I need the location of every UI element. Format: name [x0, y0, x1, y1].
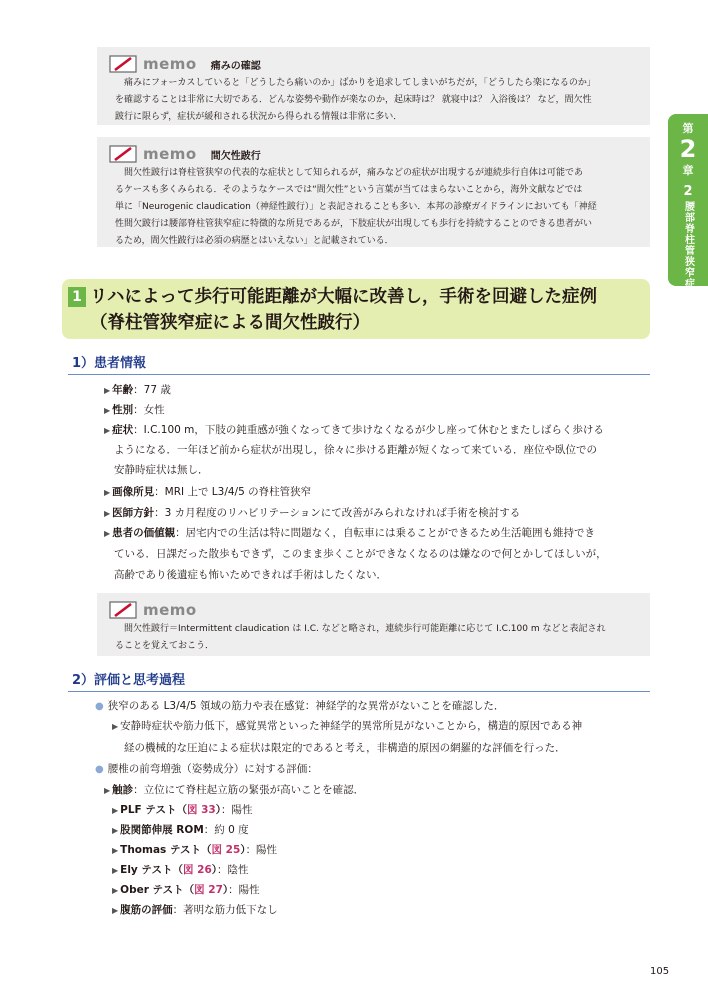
memo-label: memo [143, 145, 197, 163]
case-title-line: （脊柱管狭窄症による間欠性跛行） [90, 313, 370, 333]
info-item-age [104, 382, 171, 397]
triangle-bullet-icon: ▶ [112, 826, 119, 835]
memo-box-ic-abbreviation [97, 593, 650, 656]
triangle-bullet-icon: ▶ [104, 386, 111, 395]
memo-pencil-icon [109, 600, 139, 620]
case-number-badge: 1 [68, 287, 86, 307]
section-heading-evaluation: 2）評価と思考過程 [68, 672, 650, 692]
item-sep: ： [154, 486, 165, 498]
item-label: 性別 [112, 404, 134, 416]
test-result: ：陽性 [220, 804, 253, 816]
item-sep: ： [175, 527, 186, 539]
memo-line: 性間欠跛行は腰部脊柱管狭窄症に特徴的な所見であるが，下肢症状が出現しても歩行を持続することのできる患者がい [115, 219, 593, 229]
test-paren: ） [222, 884, 229, 896]
memo-line: 単に「Neurogenic claudication（神経性跛行）」と表記されることも多い．本邦の診療ガイドラインにおいても「神経 [115, 202, 597, 212]
test-paren: （ [176, 804, 187, 816]
item-sep: ： [133, 384, 144, 396]
eval-text: 腰椎の前弯増強（姿勢成分）に対する評価： [107, 763, 318, 775]
memo-line: 跛行に限らず，症状が緩和される状況から得られる情報は非常に多い． [115, 112, 403, 122]
test-item [112, 842, 277, 857]
eval-label: 触診 [112, 784, 134, 796]
item-sep: ： [154, 507, 165, 519]
test-result: ：陽性 [228, 884, 260, 896]
memo-body [109, 165, 638, 250]
triangle-bullet-icon: ▶ [104, 406, 111, 415]
test-paren: ） [211, 864, 218, 876]
memo-line: るため，間欠性跛行は必須の病歴とはいえない」と記載されている． [115, 236, 394, 246]
info-item-imaging [104, 484, 311, 499]
item-sep: ： [133, 424, 144, 436]
case-title-line: リハによって歩行可能距離が大幅に改善し，手術を回避した症例 [90, 287, 597, 307]
info-item-patient-values [104, 525, 595, 540]
item-text: I.C.100 m，下肢の鈍重感が強くなってきて歩けなくなるが少し座って休むとまたしばらく歩ける [143, 424, 604, 436]
info-item-continuation: 高齢であり後遺症も怖いためできれば手術はしたくない． [114, 569, 387, 581]
eval-bullet-lordosis [95, 761, 318, 776]
item-label: 症状 [112, 424, 134, 436]
eval-text: ：立位にて脊柱起立筋の緊張が高いことを確認． [133, 784, 365, 796]
triangle-bullet-icon: ▶ [104, 509, 111, 518]
test-name: Ely テスト [120, 864, 173, 876]
memo-line: 間欠性跛行は脊柱管狭窄の代表的な症状として知られるが，痛みなどの症状が出現するが連続歩行自体は可能であ [124, 168, 584, 178]
test-item [112, 822, 249, 837]
eval-text: 狭窄のある L3/4/5 領域の筋力や表在感覚：神経学的な異常がないことを確認した． [107, 700, 505, 712]
info-item-doctor-plan [104, 505, 520, 520]
eval-bullet-neuro [95, 698, 504, 713]
memo-label: memo [143, 601, 197, 619]
item-label: 年齢 [112, 384, 134, 396]
chapter-suffix: 章 [682, 164, 694, 177]
section-number: 2 [683, 184, 693, 199]
dot-bullet-icon: ● [95, 764, 104, 775]
figure-ref-link[interactable]: 図 27 [194, 884, 223, 896]
test-name: 腹筋の評価 [120, 904, 173, 916]
test-item [112, 902, 278, 917]
test-name: 股関節伸展 ROM [120, 824, 204, 836]
memo-pencil-icon [109, 54, 139, 74]
info-item-continuation: ている．日課だった散歩もできず，このまま歩くことができなくなるのは嫌なので何とかしてほしいが， [114, 548, 607, 560]
test-item [112, 882, 260, 897]
test-result: ：著明な筋力低下なし [172, 904, 278, 916]
chapter-side-tab [668, 114, 708, 289]
test-paren: ） [240, 844, 246, 856]
memo-line: るケースも多くみられる．そのようなケースでは“間欠性”という言葉が当てはまらないことから，海外文献などでは [115, 185, 583, 195]
triangle-bullet-icon: ▶ [112, 846, 119, 855]
item-text: 77 歳 [143, 384, 171, 396]
info-item-symptom [104, 422, 604, 437]
test-name: Thomas テスト [120, 844, 202, 856]
chapter-prefix: 第 [682, 122, 694, 135]
item-text: 居宅内での生活は特に問題なく，自転車には乗ることができるため生活範囲も維持でき [185, 527, 595, 539]
test-paren: （ [183, 884, 195, 896]
memo-box-intermittent-claudication [97, 137, 650, 247]
test-paren: （ [172, 864, 184, 876]
triangle-bullet-icon: ▶ [112, 906, 119, 915]
info-item-continuation: 安静時症状は無し． [114, 464, 209, 476]
item-label: 患者の価値観 [112, 527, 176, 539]
page-number: 105 [650, 966, 670, 977]
memo-box-pain-check [97, 47, 650, 125]
memo-line: を確認することは非常に大切である．どんな姿勢や動作が楽なのか，起床時は？ 就寝中は？ 入浴後は？ など，間欠性 [115, 95, 592, 105]
test-item [112, 862, 249, 877]
memo-line: ることを覚えておこう． [115, 641, 215, 651]
info-item-sex [104, 402, 165, 417]
memo-title: 痛みの確認 [210, 60, 261, 72]
dot-bullet-icon: ● [95, 701, 104, 712]
memo-body [109, 75, 638, 126]
triangle-bullet-icon: ▶ [112, 806, 119, 815]
memo-line: 痛みにフォーカスしていると「どうしたら痛いのか」ばかりを追求してしまいがちだが，「どうしたら楽になるのか」 [124, 78, 596, 88]
triangle-bullet-icon: ▶ [104, 488, 111, 497]
test-result: ：陽性 [245, 844, 278, 856]
test-result: ：約 0 度 [203, 824, 249, 836]
item-label: 画像所見 [112, 486, 155, 498]
chapter-number: 2 [679, 135, 697, 163]
test-name: PLF テスト [120, 804, 177, 816]
triangle-bullet-icon: ▶ [104, 786, 111, 795]
memo-label: memo [143, 55, 197, 73]
memo-pencil-icon [109, 144, 139, 164]
test-paren: ） [215, 804, 221, 816]
case-title-box [62, 279, 650, 339]
case-title [90, 284, 597, 336]
eval-continuation: 経の機械的な圧迫による症状は限定的であると考え，非構造的原因の網羅的な評価を行った． [124, 742, 566, 754]
item-label: 医師方針 [112, 507, 155, 519]
test-result: ：陰性 [217, 864, 249, 876]
item-text: 女性 [143, 404, 165, 416]
triangle-bullet-icon: ▶ [104, 426, 111, 435]
section-heading-patient-info: 1）患者情報 [68, 355, 650, 375]
test-item [112, 802, 252, 817]
section-title-vertical: 腰部脊柱管狭窄症 [682, 201, 694, 289]
figure-ref-link[interactable]: 図 25 [211, 844, 241, 856]
item-text: MRI 上で L3/4/5 の脊柱管狭窄 [164, 486, 312, 498]
figure-ref-link[interactable]: 図 26 [183, 864, 212, 876]
triangle-bullet-icon: ▶ [112, 886, 119, 895]
triangle-bullet-icon: ▶ [112, 722, 119, 731]
info-item-continuation: ようになる．一年ほど前から症状が出現し，徐々に歩ける距離が短くなって来ている．座位や臥位での [114, 444, 597, 456]
figure-ref-link[interactable]: 図 33 [186, 804, 216, 816]
eval-palpation [104, 782, 364, 797]
triangle-bullet-icon: ▶ [104, 529, 111, 538]
eval-sub-reasoning [112, 718, 582, 733]
memo-title: 間欠性跛行 [210, 150, 261, 162]
memo-line: 間欠性跛行＝Intermittent claudication は I.C. などと略され，連続歩行可能距離に応じて I.C.100 m などと表記され [124, 624, 606, 634]
item-sep: ： [133, 404, 144, 416]
memo-body [109, 621, 638, 655]
test-paren: （ [201, 844, 212, 856]
test-name: Ober テスト [120, 884, 184, 896]
triangle-bullet-icon: ▶ [112, 866, 119, 875]
item-text: 3 カ月程度のリハビリテーションにて改善がみられなければ手術を検討する [164, 507, 521, 519]
eval-text: 安静時症状や筋力低下，感覚異常といった神経学的異常所見がないことから，構造的原因である神 [120, 720, 583, 732]
